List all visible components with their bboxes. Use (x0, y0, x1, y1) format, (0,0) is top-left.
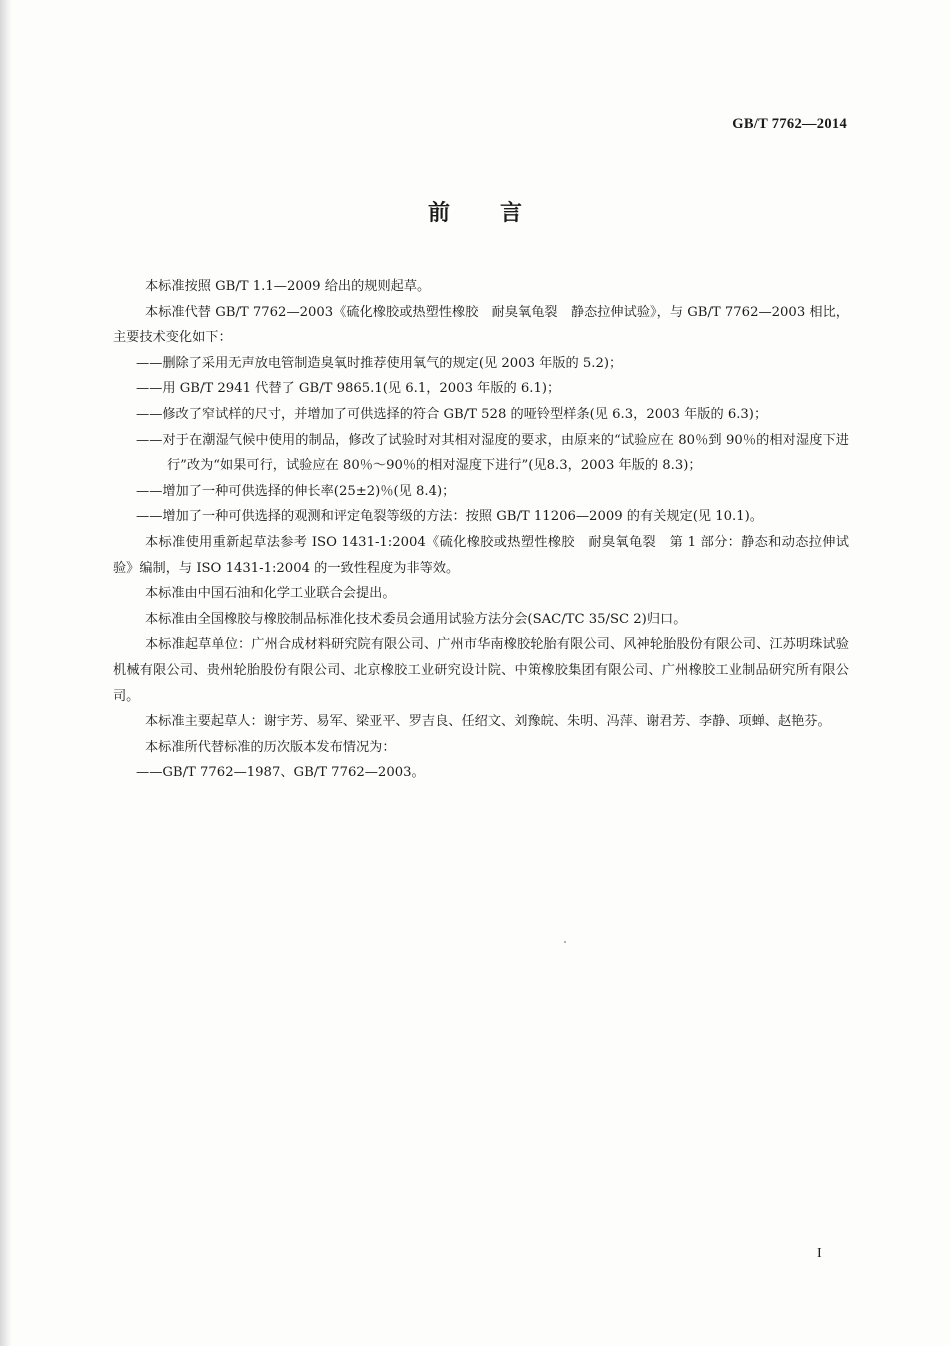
paragraph-drafting-units: 本标准起草单位：广州合成材料研究院有限公司、广州市华南橡胶轮胎有限公司、风神轮胎股份有限公司、江苏明珠试验机械有限公司、贵州轮胎股份有限公司、北京橡胶工业研究设计院、中策橡胶集团有限公司、广州橡胶工业制品研究所有限公司。 (113, 637, 849, 704)
foreword-body (113, 274, 849, 786)
change-item: ——增加了一种可供选择的观测和评定龟裂等级的方法：按照 GB/T 11206—2009 的有关规定(见 10.1)。 (136, 509, 763, 525)
paragraph-history-intro: 本标准所代替标准的历次版本发布情况为： (145, 739, 396, 755)
paragraph-drafting-rules: 本标准按照 GB/T 1.1—2009 给出的规则起草。 (145, 279, 431, 294)
paragraph-proposer: 本标准由中国石油和化学工业联合会提出。 (145, 586, 396, 602)
history-item: ——GB/T 7762—1987、GB/T 7762—2003。 (136, 765, 425, 781)
paragraph-iso-reference: 本标准使用重新起草法参考 ISO 1431-1:2004《硫化橡胶或热塑性橡胶 耐臭氧龟裂 第 1 部分：静态和动态拉伸试验》编制，与 ISO 1431-1:2004 的一致性程度为非等效。 (113, 534, 849, 576)
change-item: ——删除了采用无声放电管制造臭氧时推荐使用氧气的规定(见 2003 年版的 5.2)； (136, 355, 623, 371)
change-item: ——修改了窄试样的尺寸，并增加了可供选择的符合 GB/T 528 的哑铃型样条(见 6.3，2003 年版的 6.3)； (136, 406, 768, 422)
scan-speck (564, 941, 566, 943)
change-item: ——对于在潮湿气候中使用的制品，修改了试验时对其相对湿度的要求，由原来的“试验应在 80％到 90％的相对湿度下进行”改为“如果可行，试验应在 80％～90％的相对湿度下进行”(见8.3，2003 年版的 8.3)； (136, 432, 849, 474)
change-item: ——用 GB/T 2941 代替了 GB/T 9865.1(见 6.1，2003 年版的 6.1)； (136, 381, 561, 397)
change-item: ——增加了一种可供选择的伸长率(25±2)％(见 8.4)； (136, 483, 456, 499)
paragraph-drafters: 本标准主要起草人：谢宇芳、易军、梁亚平、罗吉良、任绍文、刘豫皖、朱明、冯萍、谢君芳、李静、项蝉、赵艳芬。 (145, 714, 831, 730)
page-number: I (817, 1246, 822, 1261)
page-title: 前言 (427, 201, 572, 226)
standard-code: GB/T 7762—2014 (732, 116, 847, 132)
paragraph-replacement: 本标准代替 GB/T 7762—2003《硫化橡胶或热塑性橡胶 耐臭氧龟裂 静态拉伸试验》，与 GB/T 7762—2003 相比，主要技术变化如下： (113, 304, 849, 346)
paragraph-committee: 本标准由全国橡胶与橡胶制品标准化技术委员会通用试验方法分会(SAC/TC 35/SC 2)归口。 (145, 611, 687, 627)
